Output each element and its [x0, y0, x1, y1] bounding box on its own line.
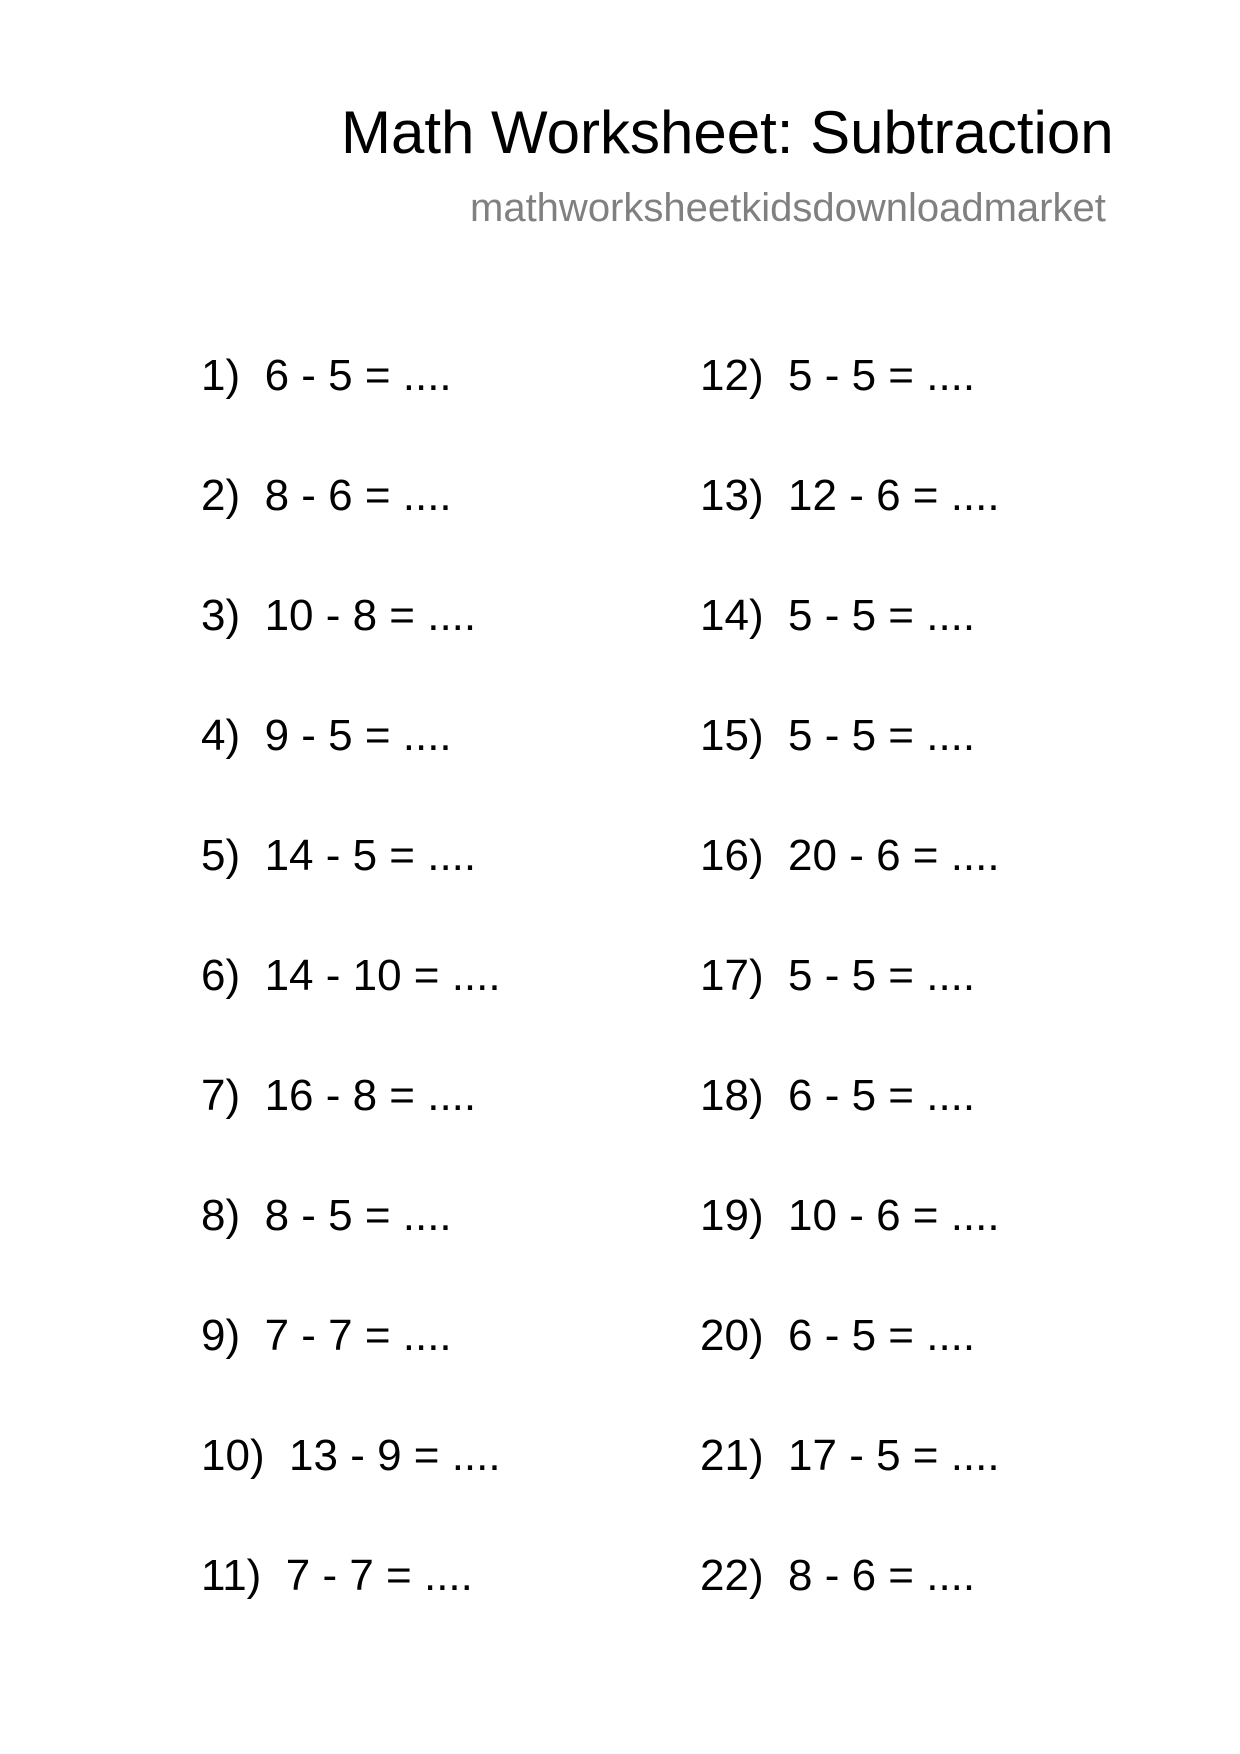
problem-item: 2) 8 - 6 = ....	[201, 471, 452, 520]
problem-item: 4) 9 - 5 = ....	[201, 711, 452, 760]
problem-item: 19) 10 - 6 = ....	[700, 1191, 1000, 1240]
problem-item: 16) 20 - 6 = ....	[700, 831, 1000, 880]
problem-item: 3) 10 - 8 = ....	[201, 591, 477, 640]
problem-item: 17) 5 - 5 = ....	[700, 951, 976, 1000]
problem-item: 11) 7 - 7 = ....	[201, 1551, 473, 1600]
problem-item: 20) 6 - 5 = ....	[700, 1311, 976, 1360]
worksheet-title: Math Worksheet: Subtraction	[341, 99, 1114, 166]
problems-column-left	[201, 350, 501, 1670]
problem-item: 14) 5 - 5 = ....	[700, 591, 976, 640]
problem-item: 10) 13 - 9 = ....	[201, 1431, 501, 1480]
problem-item: 12) 5 - 5 = ....	[700, 351, 976, 400]
problem-item: 15) 5 - 5 = ....	[700, 711, 976, 760]
problem-item: 13) 12 - 6 = ....	[700, 471, 1000, 520]
problem-item: 21) 17 - 5 = ....	[700, 1431, 1000, 1480]
problem-item: 5) 14 - 5 = ....	[201, 831, 477, 880]
problem-item: 1) 6 - 5 = ....	[201, 351, 452, 400]
problem-item: 22) 8 - 6 = ....	[700, 1551, 976, 1600]
problem-item: 8) 8 - 5 = ....	[201, 1191, 452, 1240]
problem-item: 18) 6 - 5 = ....	[700, 1071, 976, 1120]
problems-column-right	[700, 350, 1000, 1670]
worksheet-source: mathworksheetkidsdownloadmarket	[470, 186, 1106, 230]
problem-item: 6) 14 - 10 = ....	[201, 951, 501, 1000]
problem-item: 7) 16 - 8 = ....	[201, 1071, 477, 1120]
problem-item: 9) 7 - 7 = ....	[201, 1311, 452, 1360]
